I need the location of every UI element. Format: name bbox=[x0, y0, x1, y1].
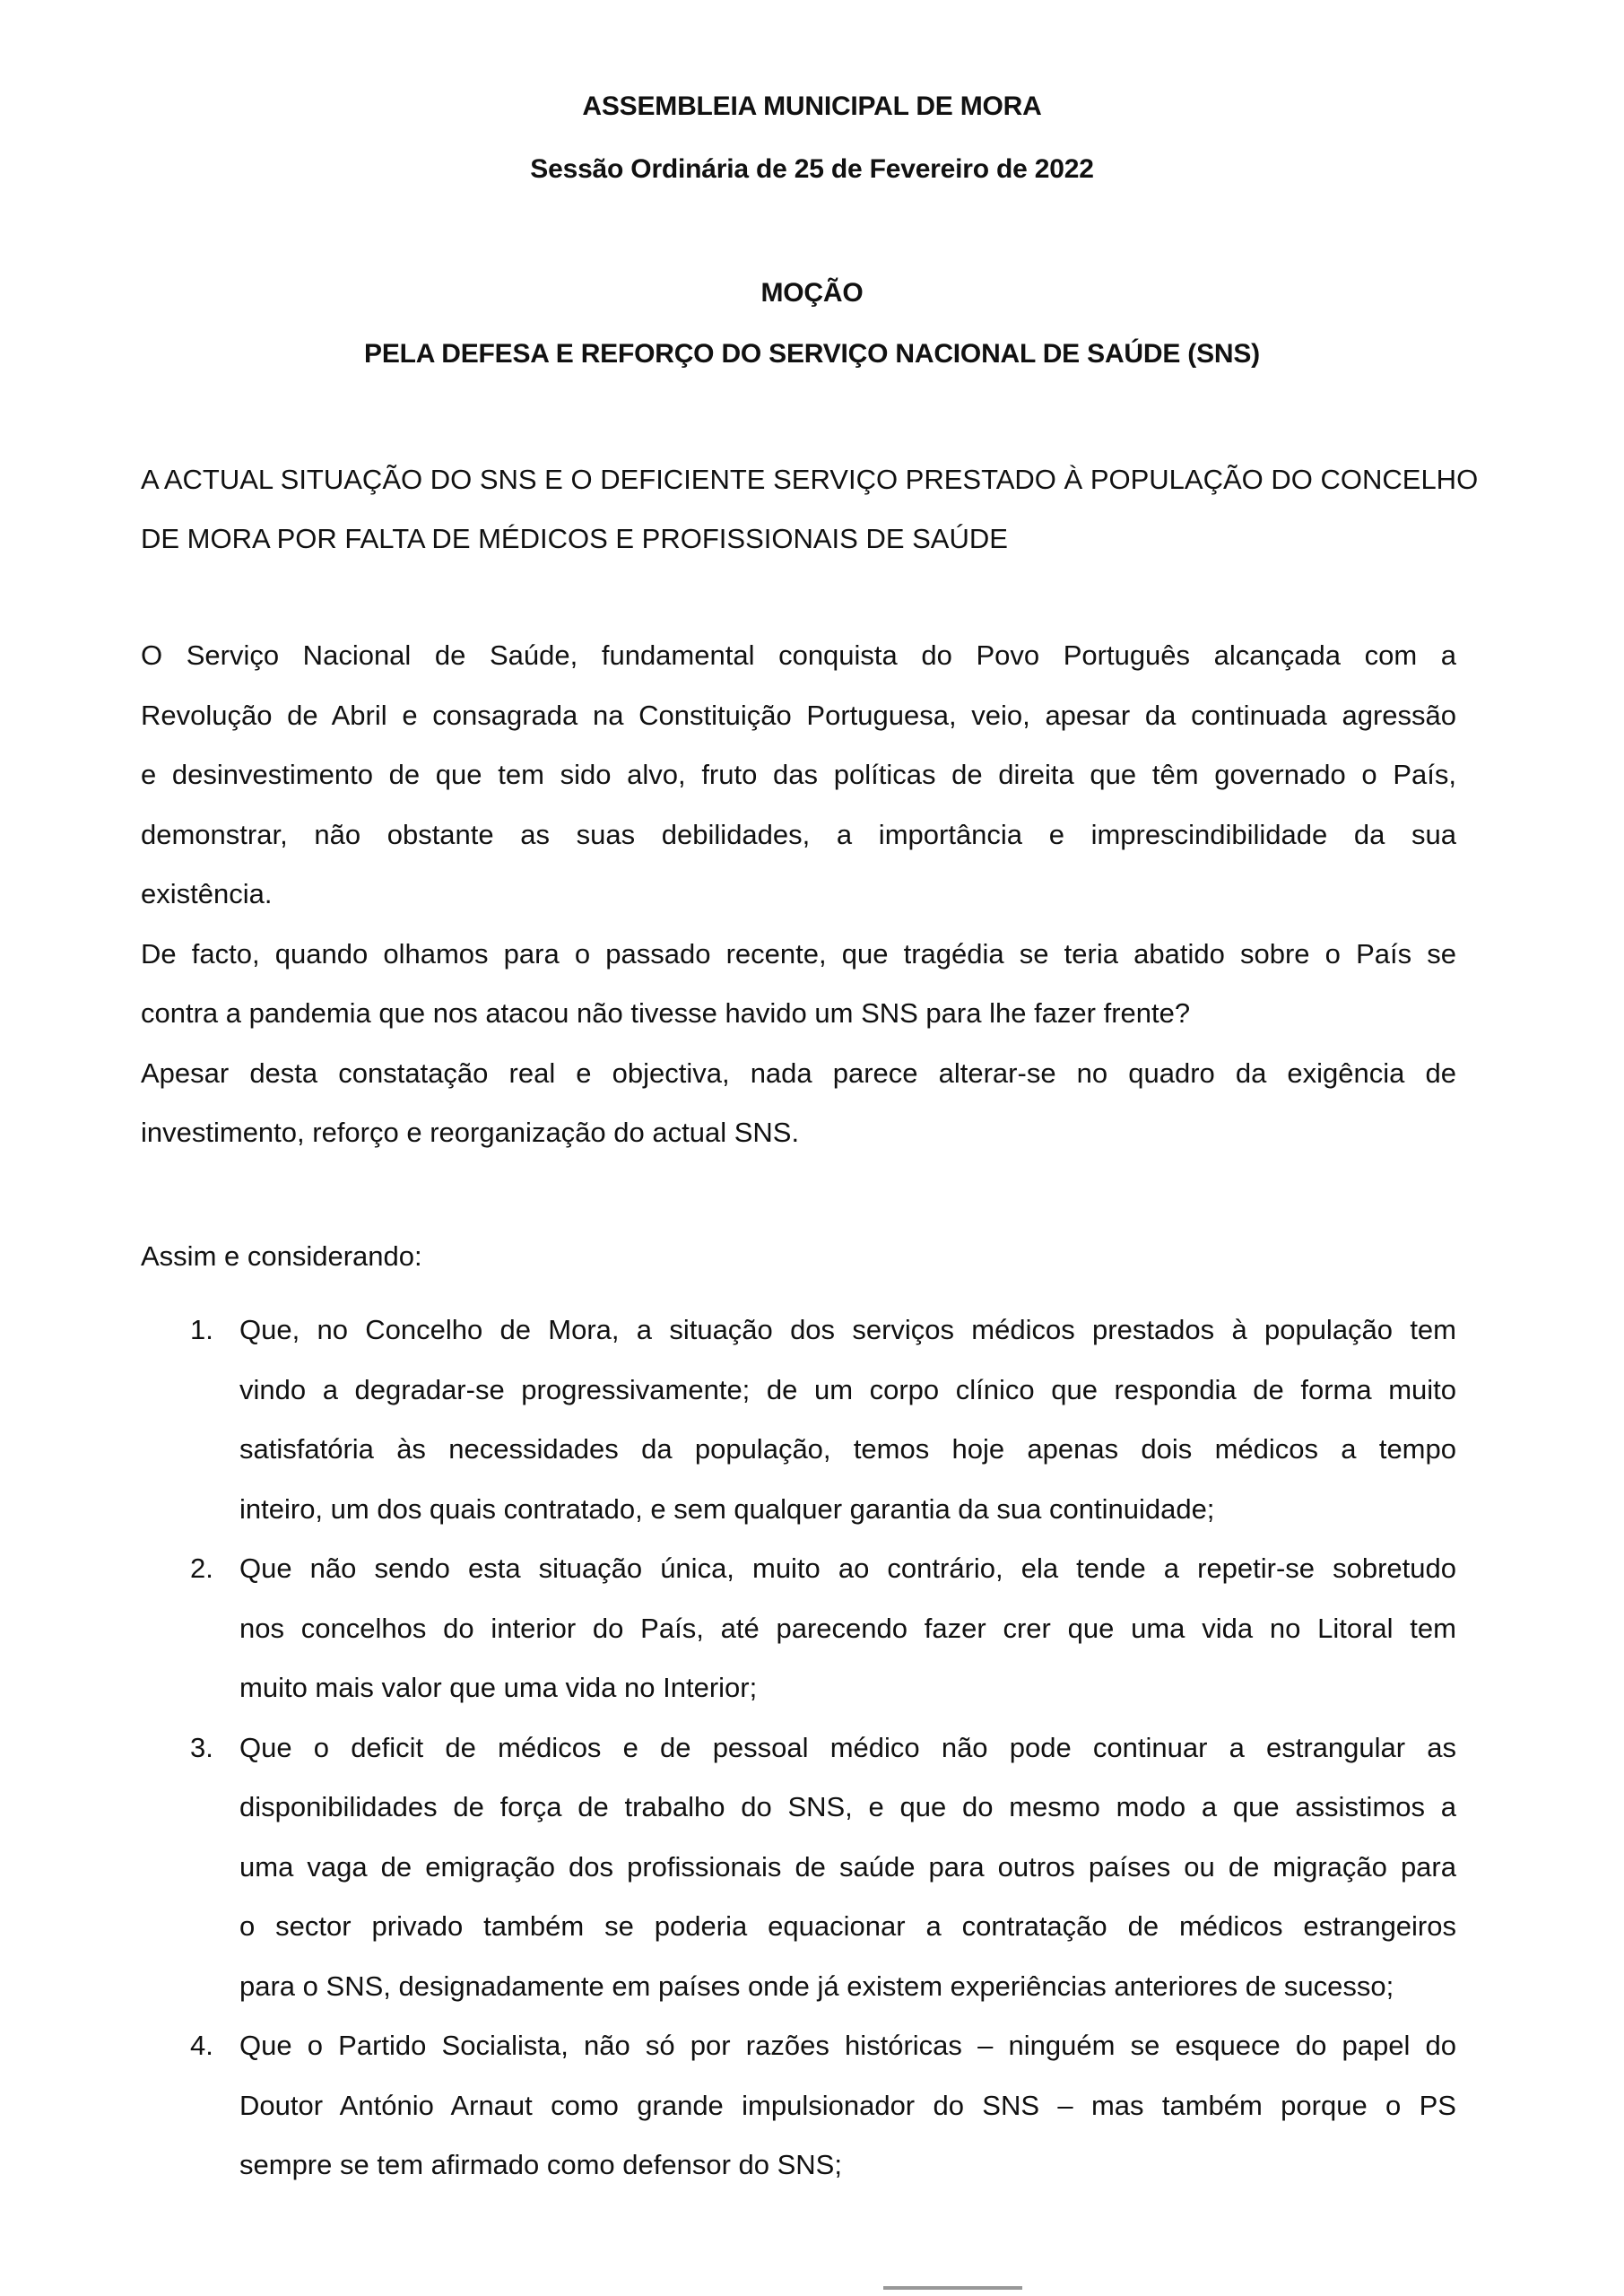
considerations-list bbox=[141, 1300, 1456, 2196]
paragraph-line: Revolução de Abril e consagrada na Constituição Portuguesa, veio, apesar da continuada agressão bbox=[141, 699, 1456, 731]
subject-line: DE MORA POR FALTA DE MÉDICOS E PROFISSIONAIS DE SAÚDE bbox=[141, 523, 1008, 554]
paragraph-line: e desinvestimento de que tem sido alvo, fruto das políticas de direita que têm governado o País, bbox=[141, 759, 1456, 790]
list-item-number: 1. bbox=[190, 1314, 213, 1345]
paragraph-line: demonstrar, não obstante as suas debilidades, a importância e imprescindibilidade da sua bbox=[141, 818, 1456, 850]
list-intro bbox=[141, 1227, 1456, 1287]
list-item-line: Que, no Concelho de Mora, a situação dos serviços médicos prestados à população tem bbox=[239, 1314, 1456, 1345]
paragraph-line: existência. bbox=[141, 878, 273, 909]
list-item bbox=[141, 1718, 1456, 2017]
list-item-line: sempre se tem afirmado como defensor do SNS; bbox=[239, 2149, 842, 2180]
list-item-number: 2. bbox=[190, 1552, 213, 1584]
list-item-line: uma vaga de emigração dos profissionais de saúde para outros países ou de migração para bbox=[239, 1850, 1456, 1883]
session-heading: Sessão Ordinária de 25 de Fevereiro de 2022 bbox=[530, 154, 1094, 184]
paragraph-line: Apesar desta constatação real e objectiva, nada parece alterar-se no quadro da exigência de bbox=[141, 1057, 1456, 1089]
list-item bbox=[141, 1300, 1456, 1539]
scan-mark bbox=[883, 2286, 1022, 2290]
list-item-line: Que o Partido Socialista, não só por razões históricas – ninguém se esquece do papel do bbox=[239, 2030, 1456, 2061]
doc-type-heading: MOÇÃO bbox=[760, 278, 864, 308]
list-item bbox=[141, 1539, 1456, 1718]
list-item-line: disponibilidades de força de trabalho do SNS, e que do mesmo modo a que assistimos a bbox=[239, 1791, 1456, 1822]
list-item bbox=[141, 2016, 1456, 2196]
list-item-line: nos concelhos do interior do País, até parecendo fazer crer que uma vida no Litoral tem bbox=[239, 1612, 1456, 1644]
subject-block bbox=[141, 450, 1479, 569]
motion-title: PELA DEFESA E REFORÇO DO SERVIÇO NACIONAL DE SAÚDE (SNS) bbox=[364, 339, 1260, 369]
list-item-line: vindo a degradar-se progressivamente; de um corpo clínico que respondia de forma muito bbox=[239, 1373, 1456, 1405]
list-item-number: 4. bbox=[190, 2030, 213, 2061]
list-item-number: 3. bbox=[190, 1731, 213, 1763]
paragraph-1 bbox=[141, 626, 1456, 1163]
list-item-line: satisfatória às necessidades da população, temos hoje apenas dois médicos a tempo bbox=[239, 1433, 1456, 1465]
paragraph-line: contra a pandemia que nos atacou não tivesse havido um SNS para lhe fazer frente? bbox=[141, 997, 1191, 1029]
list-intro-text: Assim e considerando: bbox=[141, 1240, 422, 1272]
paragraph-line: De facto, quando olhamos para o passado recente, que tragédia se teria abatido sobre o País se bbox=[141, 937, 1456, 970]
subject-line: A ACTUAL SITUAÇÃO DO SNS E O DEFICIENTE SERVIÇO PRESTADO À POPULAÇÃO DO CONCELHO bbox=[141, 464, 1479, 495]
list-item-line: Que não sendo esta situação única, muito ao contrário, ela tende a repetir-se sobretudo bbox=[239, 1552, 1456, 1584]
list-item-line: Que o deficit de médicos e de pessoal médico não pode continuar a estrangular as bbox=[239, 1731, 1456, 1763]
paragraph-line: O Serviço Nacional de Saúde, fundamental conquista do Povo Português alcançada com a bbox=[141, 639, 1456, 671]
list-item-line: o sector privado também se poderia equacionar a contratação de médicos estrangeiros bbox=[239, 1910, 1456, 1942]
assembly-heading: ASSEMBLEIA MUNICIPAL DE MORA bbox=[582, 91, 1042, 121]
list-item-line: inteiro, um dos quais contratado, e sem qualquer garantia da sua continuidade; bbox=[239, 1492, 1215, 1525]
paragraph-line: investimento, reforço e reorganização do actual SNS. bbox=[141, 1117, 800, 1148]
list-item-line: Doutor António Arnaut como grande impulsionador do SNS – mas também porque o PS bbox=[239, 2089, 1456, 2121]
list-item-line: para o SNS, designadamente em países onde já existem experiências anteriores de sucesso; bbox=[239, 1970, 1394, 2002]
list-item-line: muito mais valor que uma vida no Interior; bbox=[239, 1672, 758, 1703]
